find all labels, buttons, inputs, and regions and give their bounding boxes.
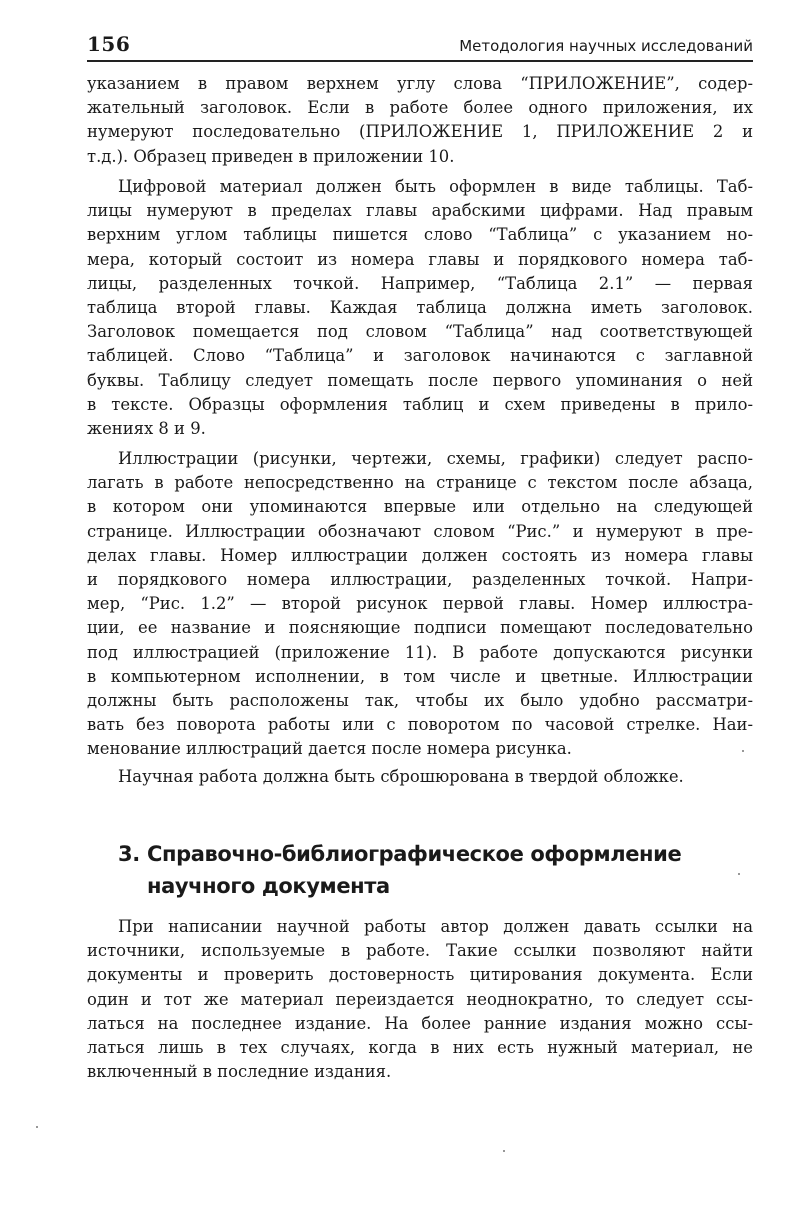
- text-line: При написании научной работы автор должен давать ссылки на: [118, 917, 753, 936]
- section-title-line-2: научного документа: [147, 874, 390, 898]
- text-line: жениях 8 и 9.: [87, 418, 206, 438]
- scan-speck: [503, 1150, 505, 1152]
- paragraph-references: [87, 915, 753, 1084]
- text-line: Научная работа должна быть сброшюрована в твердой обложке.: [118, 767, 684, 786]
- paragraph-tables: [87, 175, 753, 441]
- text-line: латься лишь в тех случаях, когда в них есть нужный материал, не: [87, 1037, 753, 1057]
- text-line: делах главы. Номер иллюстрации должен состоять из номера главы: [87, 545, 753, 565]
- text-line: в компьютерном исполнении, в том числе и цветные. Иллюстрации: [87, 666, 753, 686]
- text-line: таблица второй главы. Каждая таблица должна иметь заголовок.: [87, 297, 753, 317]
- scan-speck: [742, 750, 744, 752]
- text-line: менование иллюстраций дается после номера рисунка.: [87, 739, 572, 759]
- text-line: мера, который состоит из номера главы и порядкового номера таб-: [87, 249, 753, 269]
- text-line: и порядкового номера иллюстрации, разделенных точкой. Напри-: [87, 569, 753, 589]
- paragraph-appendix-continuation: [87, 72, 753, 169]
- text-line: ции, ее название и поясняющие подписи помещают последовательно: [87, 618, 753, 638]
- section-heading: [118, 838, 738, 902]
- text-line: в тексте. Образцы оформления таблиц и схем приведены в прило-: [87, 394, 753, 414]
- text-line: Иллюстрации (рисунки, чертежи, схемы, графики) следует распо-: [118, 449, 753, 468]
- text-line: вать без поворота работы или с поворотом по часовой стрелке. Наи-: [87, 715, 753, 735]
- scan-speck: [738, 873, 740, 875]
- page-number: 156: [87, 32, 131, 56]
- paragraph-binding: [87, 765, 753, 789]
- text-line: буквы. Таблицу следует помещать после первого упоминания о ней: [87, 370, 753, 390]
- text-line: верхним углом таблицы пишется слово “Таблица” с указанием но-: [87, 225, 753, 245]
- text-line: включенный в последние издания.: [87, 1062, 392, 1082]
- text-line: странице. Иллюстрации обозначают словом “Рис.” и нумеруют в пре-: [87, 521, 753, 541]
- text-line: лицы, разделенных точкой. Например, “Таблица 2.1” — первая: [87, 273, 753, 293]
- section-title-line-1: Справочно-библиографическое оформление: [147, 842, 682, 866]
- text-line: таблицей. Слово “Таблица” и заголовок начинаются с заглавной: [87, 346, 753, 366]
- text-line: латься на последнее издание. На более ранние издания можно ссы-: [87, 1013, 753, 1033]
- text-line: лицы нумеруют в пределах главы арабскими цифрами. Над правым: [87, 201, 753, 221]
- text-line: Заголовок помещается под словом “Таблица” над соответствующей: [87, 322, 753, 342]
- text-line: указанием в правом верхнем углу слова “ПРИЛОЖЕНИЕ”, содер-: [87, 74, 753, 93]
- text-line: нумеруют последовательно (ПРИЛОЖЕНИЕ 1, ПРИЛОЖЕНИЕ 2 и: [87, 122, 753, 142]
- text-line: источники, используемые в работе. Такие ссылки позволяют найти: [87, 941, 753, 961]
- running-header: [87, 30, 753, 62]
- running-title: Методология научных исследований: [459, 37, 753, 55]
- text-line: под иллюстрацией (приложение 11). В работе допускаются рисунки: [87, 642, 753, 662]
- paragraph-illustrations: [87, 447, 753, 761]
- text-line: лагать в работе непосредственно на странице с текстом после абзаца,: [87, 473, 753, 493]
- scan-speck: [36, 1126, 38, 1128]
- text-line: должны быть расположены так, чтобы их было удобно рассматри-: [87, 690, 753, 710]
- text-line: один и тот же материал переиздается неоднократно, то следует ссы-: [87, 989, 753, 1009]
- section-number: 3.: [118, 842, 140, 866]
- text-line: Цифровой материал должен быть оформлен в виде таблицы. Таб-: [118, 177, 753, 196]
- text-line: т.д.). Образец приведен в приложении 10.: [87, 146, 455, 166]
- text-line: мер, “Рис. 1.2” — второй рисунок первой главы. Номер иллюстра-: [87, 594, 753, 614]
- text-line: жательный заголовок. Если в работе более одного приложения, их: [87, 98, 753, 118]
- text-line: документы и проверить достоверность цитирования документа. Если: [87, 965, 753, 985]
- text-line: в котором они упоминаются впервые или отдельно на следующей: [87, 497, 753, 517]
